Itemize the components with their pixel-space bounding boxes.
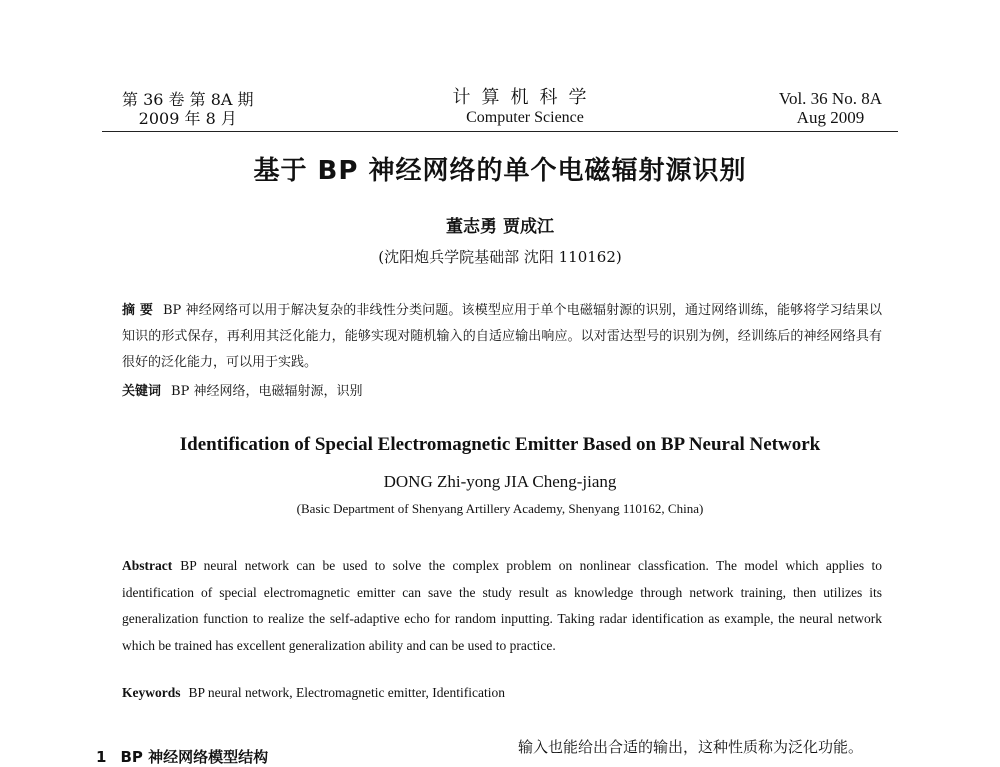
- keywords-cn-label: 关键词: [122, 384, 162, 399]
- abstract-en-text: BP neural network can be used to solve the complex problem on nonlinear classfication. The model which applies to identification of special electromagnetic emitter can save the study result as knowledge through network training, then utilizes its generalization function to realize the self-adaptive echo for random inputting. Taking radar identification as example, the neural network which be trained has excellent generalization ability and can be used to practice.: [122, 558, 882, 653]
- abstract-en: [122, 553, 882, 659]
- keywords-en-text: BP neural network, Electromagnetic emitter, Identification: [188, 685, 505, 700]
- keywords-en-label: Keywords: [122, 685, 181, 700]
- section-1-number: 1: [96, 748, 107, 766]
- abstract-cn-text: BP 神经网络可以用于解决复杂的非线性分类问题。该模型应用于单个电磁辐射源的识别，通过网络训练，能够将学习结果以知识的形式保存，再利用其泛化能力，能够实现对随机输入的自适应输出响应。以对雷达型号的识别为例，经训练后的神经网络具有很好的泛化能力，可以用于实践。: [122, 303, 883, 370]
- header-rule: [102, 131, 898, 132]
- header-volume-en-block: [779, 89, 882, 127]
- keywords-cn-text: BP 神经网络，电磁辐射源，识别: [171, 384, 363, 399]
- affiliation-en: (Basic Department of Shenyang Artillery Academy, Shenyang 110162, China): [296, 501, 704, 516]
- header-date-en: Aug 2009: [796, 108, 865, 127]
- header-volume-en: Vol. 36 No. 8A: [778, 89, 882, 108]
- section-1-title: BP 神经网络模型结构: [120, 748, 269, 766]
- header-volume-block: [122, 90, 254, 128]
- header-date-cn: 2009 年 8 月: [138, 109, 237, 128]
- body-text-right-column: 输入也能给出合适的输出，这种性质称为泛化功能。: [518, 738, 864, 756]
- abstract-en-label: Abstract: [122, 558, 173, 573]
- abstract-cn: [122, 298, 882, 376]
- paper-title-cn: 基于 BP 神经网络的单个电磁辐射源识别: [253, 156, 747, 186]
- authors-en: DONG Zhi-yong JIA Cheng-jiang: [383, 472, 617, 491]
- journal-title-cn: 计算机科学: [452, 87, 598, 108]
- section-1-heading: [96, 746, 268, 767]
- paper-title-en: Identification of Special Electromagnetic Emitter Based on BP Neural Network: [179, 434, 821, 455]
- abstract-cn-label: 摘 要: [122, 303, 153, 318]
- journal-title-en: Computer Science: [466, 109, 584, 126]
- authors-cn: 董志勇 贾成江: [446, 217, 554, 237]
- keywords-en: [122, 684, 882, 702]
- keywords-cn: [122, 382, 882, 402]
- header-journal-block: [380, 88, 670, 127]
- header-volume-issue: 第 36 卷 第 8A 期: [122, 90, 254, 109]
- affiliation-cn: (沈阳炮兵学院基础部 沈阳 110162): [378, 248, 622, 266]
